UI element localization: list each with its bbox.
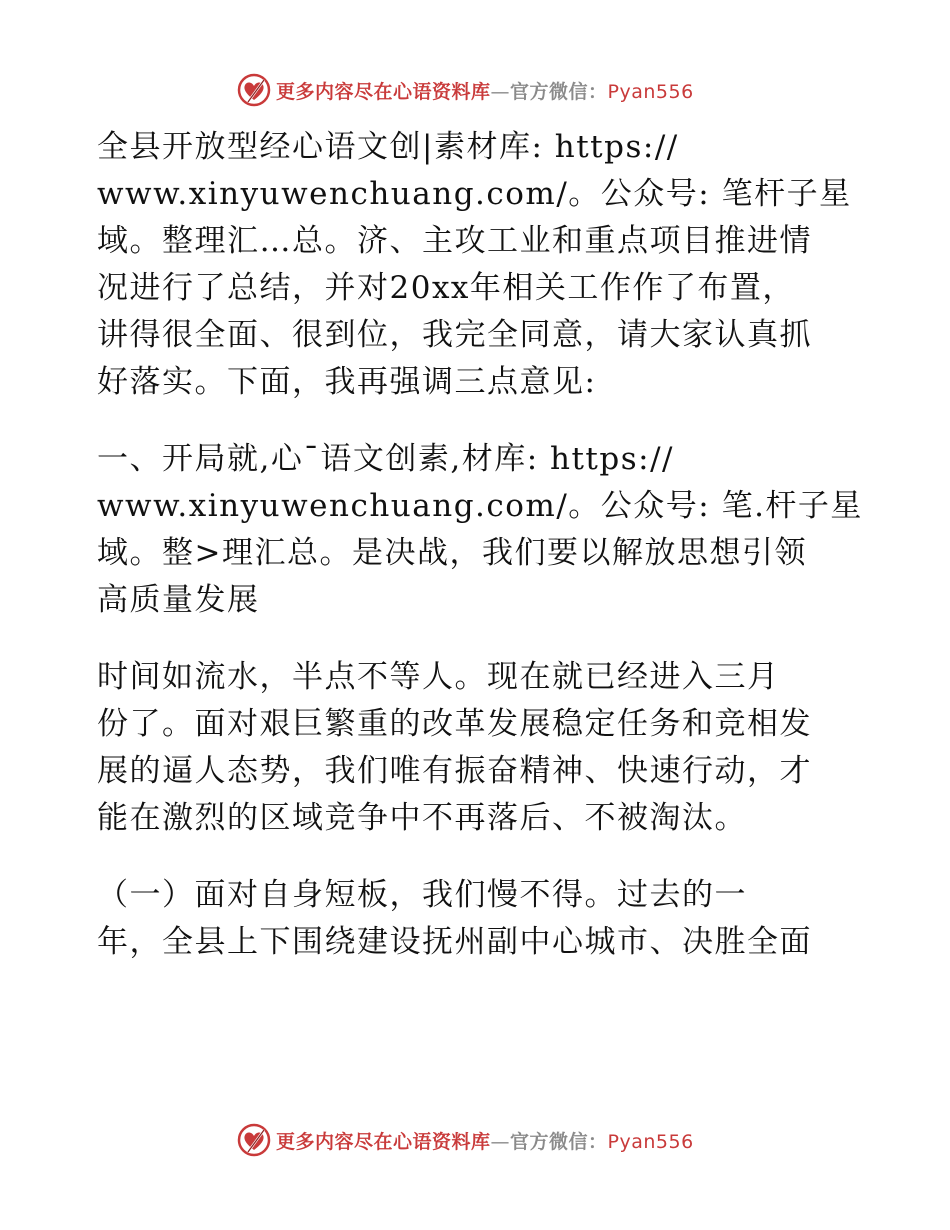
banner-text: [276, 77, 694, 104]
paragraph-4: [97, 872, 857, 966]
paragraph-gap: [97, 842, 857, 872]
banner-site-name: 更多内容尽在心语资料库: [276, 1130, 491, 1153]
heart-pen-logo-icon: [236, 1122, 272, 1158]
text-line: 讲得很全面、很到位，我完全同意，请大家认真抓: [97, 317, 812, 353]
text-line: 一、开局就,心¯语文创素,材库: https://: [97, 441, 674, 477]
text-line: 时间如流水，半点不等人。现在就已经进入三月: [97, 659, 780, 695]
text-line: www.xinyuwenchuang.com/。公众号: 笔杆子星: [97, 176, 852, 212]
paragraph-1: [97, 124, 857, 406]
banner-wechat-label: 官方微信：: [510, 1130, 608, 1153]
document-body: [97, 124, 863, 966]
text-line: 年，全县上下围绕建设抚州副中心城市、决胜全面: [97, 924, 812, 960]
banner-site-name: 更多内容尽在心语资料库: [276, 80, 491, 103]
banner-wechat-id: Pyan556: [607, 80, 694, 103]
text-line: （一）面对自身短板，我们慢不得。过去的一: [97, 877, 747, 913]
text-line: 展的逼人态势，我们唯有振奋精神、快速行动，才: [97, 753, 812, 789]
heart-pen-logo-icon: [236, 72, 272, 108]
text-line: 域。整>理汇总。是决战，我们要以解放思想引领: [97, 535, 807, 571]
banner-wechat-label: 官方微信：: [510, 80, 608, 103]
banner-dash: —: [490, 1130, 511, 1153]
banner-dash: —: [490, 80, 511, 103]
text-line: 能在激烈的区域竞争中不再落后、不被淘汰。: [97, 800, 747, 836]
text-line: 况进行了总结，并对20xx年相关工作作了布置，: [97, 270, 795, 306]
text-line: 高质量发展: [97, 582, 260, 618]
header-banner: [236, 72, 716, 108]
paragraph-2: [97, 436, 863, 624]
text-line: 域。整理汇…总。济、主攻工业和重点项目推进情: [97, 223, 812, 259]
paragraph-gap: [97, 624, 857, 654]
text-line: 份了。面对艰巨繁重的改革发展稳定任务和竞相发: [97, 706, 812, 742]
banner-wechat-id: Pyan556: [607, 1130, 694, 1153]
text-line: www.xinyuwenchuang.com/。公众号: 笔.杆子星: [97, 488, 863, 524]
text-line: 好落实。下面，我再强调三点意见:: [97, 364, 597, 400]
paragraph-3: [97, 654, 857, 842]
footer-banner: [236, 1122, 716, 1158]
text-line: 全县开放型经心语文创|素材库: https://: [97, 129, 679, 165]
paragraph-gap: [97, 406, 857, 436]
banner-text: [276, 1127, 694, 1154]
